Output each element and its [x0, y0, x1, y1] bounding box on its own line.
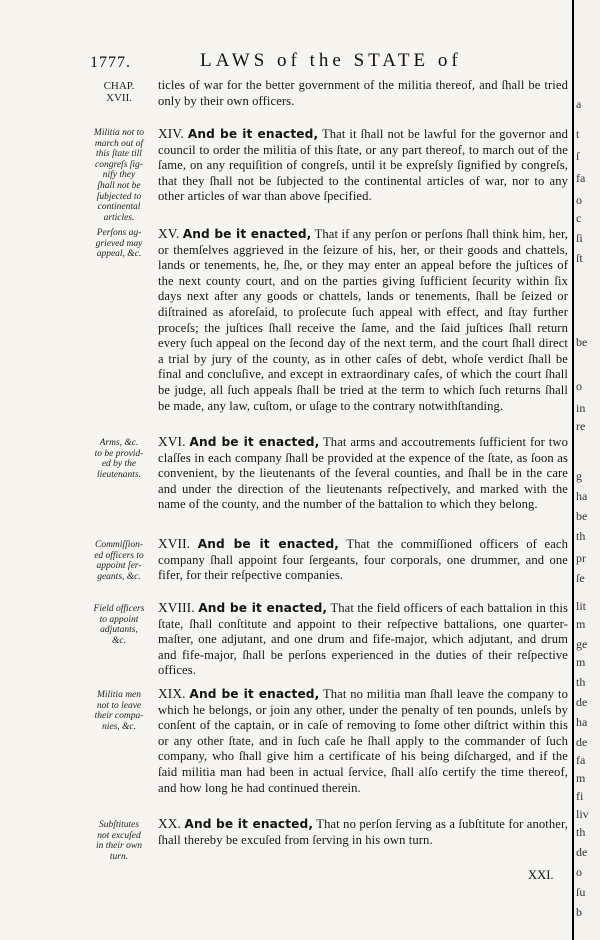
section-xvi — [158, 434, 568, 513]
section-body: That if any perſon or perſons ſhall think him, her, or themſelves aggrieved in the ſeizure of his, her, or their goods and chattels, lands or tenements, he, ſhe, or they may enter an appeal before the juſtices of the next county court, and on the parties giving ſufficient ſecurity within ſix days next after any goods or chattels, lands or tenements, ſhall be ſeized or diſtrained as aforeſaid, to proſecute ſuch appeal with effect, and ſtay further proceſs; the juſtices ſhall receive the ſame, and the ſaid juſtices ſhall return every ſuch appeal on the ſecond day of the next term, and the court ſhall direct a trial by jury of the county, as in other caſes of debt, whoſe verdict ſhall be final and concluſive, and except in extraordinary caſes, of which the court ſhall be judge, all ſuch appeals ſhall be tried at the term to which ſuch returns ſhall be made, any law, cuſtom, or uſage to the contrary notwithſtanding. — [158, 227, 568, 413]
section-number: XVII. — [158, 536, 191, 551]
section-body: That no militia man ſhall leave the company to which he belongs, or join any other, under the penalty of ten pounds, unleſs by conſent of the captain, or in caſe of removing to ſome other diſtrict within this or any other ſtate, and in ſuch caſe he ſhall apply to the commander of ſuch company, who ſhall give him a certificate of his being diſcharged, and if the ſaid militia man had been in actual ſervice, ſhall alſo certify the time thereof, and how long he had continued therein. — [158, 687, 568, 795]
enacting-clause: And be it enacted, — [197, 537, 340, 551]
chapter-label: CHAP. XVII. — [103, 80, 135, 104]
margin-note-xvii: Commiſſion- ed officers to appoint ſer- geants, &c. — [94, 540, 144, 582]
enacting-clause: And be it enacted, — [184, 817, 314, 831]
catchword: XXI. — [528, 868, 554, 882]
section-number: XV. — [158, 226, 180, 241]
section-number: XIV. — [158, 126, 184, 141]
enacting-clause: And be it enacted, — [182, 227, 312, 241]
margin-note-xix: Militia men not to leave their compa- nies, &c. — [94, 690, 144, 732]
opening-paragraph: ticles of war for the better government of the militia thereof, and ſhall be tried only by their own officers. — [158, 78, 568, 108]
section-xviii — [158, 600, 568, 679]
section-xx — [158, 816, 568, 848]
page-year: 1777. — [90, 54, 131, 71]
section-xix — [158, 686, 568, 796]
section-body: That no perſon ſerving as a ſubſtitute for another, ſhall thereby be excuſed from ſerving in his own turn. — [158, 817, 569, 847]
section-number: XVI. — [158, 434, 186, 449]
section-number: XVIII. — [158, 600, 195, 615]
section-body: That it ſhall not be lawful for the governor and council to order the militia of this ſtate, or any part thereof, to march out of the ſame, on any requiſition of congreſs, until it be expreſsly ſignified by congreſs, that they ſhall not be ſubjected to the continental articles of war, nor to any other articles of war than above ſpecified. — [158, 127, 569, 204]
margin-note-xiv: Militia not to march out of this ſtate till congreſs ſig- nify they ſhall not be ſubjected to continental articles. — [93, 128, 145, 223]
enacting-clause: And be it enacted, — [189, 435, 320, 449]
enacting-clause: And be it enacted, — [189, 687, 320, 701]
section-body: That the commiſſioned officers of each company ſhall appoint four ſergeants, four corporals, one drummer, and one fifer, for their reſpective companies. — [158, 537, 568, 583]
section-number: XX. — [158, 816, 181, 831]
section-xvii — [158, 536, 568, 584]
enacting-clause: And be it enacted, — [198, 601, 328, 615]
margin-note-xvi: Arms, &c. to be provid- ed by the lieutenants. — [94, 438, 144, 480]
margin-note-xv: Perſons ag- grieved may appeal, &c. — [95, 228, 143, 260]
running-title: LAWS of the STATE of — [200, 50, 462, 71]
section-number: XIX. — [158, 686, 186, 701]
section-xiv — [158, 126, 568, 205]
enacting-clause: And be it enacted, — [187, 127, 319, 141]
margin-note-xx: Subſtitutes not excuſed in their own turn. — [96, 820, 142, 862]
section-xv — [158, 226, 568, 414]
section-body: That the field officers of each battalion in this ſtate, ſhall conſtitute and appoint to their reſpective battalions, one quarter-maſter, one adjutant, and one drum and fife-major, which adjutant, and drum and fife-major, ſhall be perſons experienced in the duties of their reſpective offices. — [158, 601, 568, 678]
facing-page-edge: a t ſ fa o c ſi ſt be o in re g ha be th pr ſe lit m ge m th de ha de fa m fi liv th de o ſu b — [574, 0, 600, 940]
section-body: That arms and accoutrements ſufficient for two claſſes in each company ſhall be provided at the expence of the ſtate, as ſoon as convenient, by the lieutenants of the ſeveral counties, and ſhall be in the care and under the direction of the lieutenants reſpectively, and marked with the name of the county, and the number of the battalion to which they belong. — [158, 435, 569, 512]
margin-note-xviii: Field officers to appoint adjutants, &c. — [93, 604, 145, 646]
page-header — [0, 50, 572, 76]
